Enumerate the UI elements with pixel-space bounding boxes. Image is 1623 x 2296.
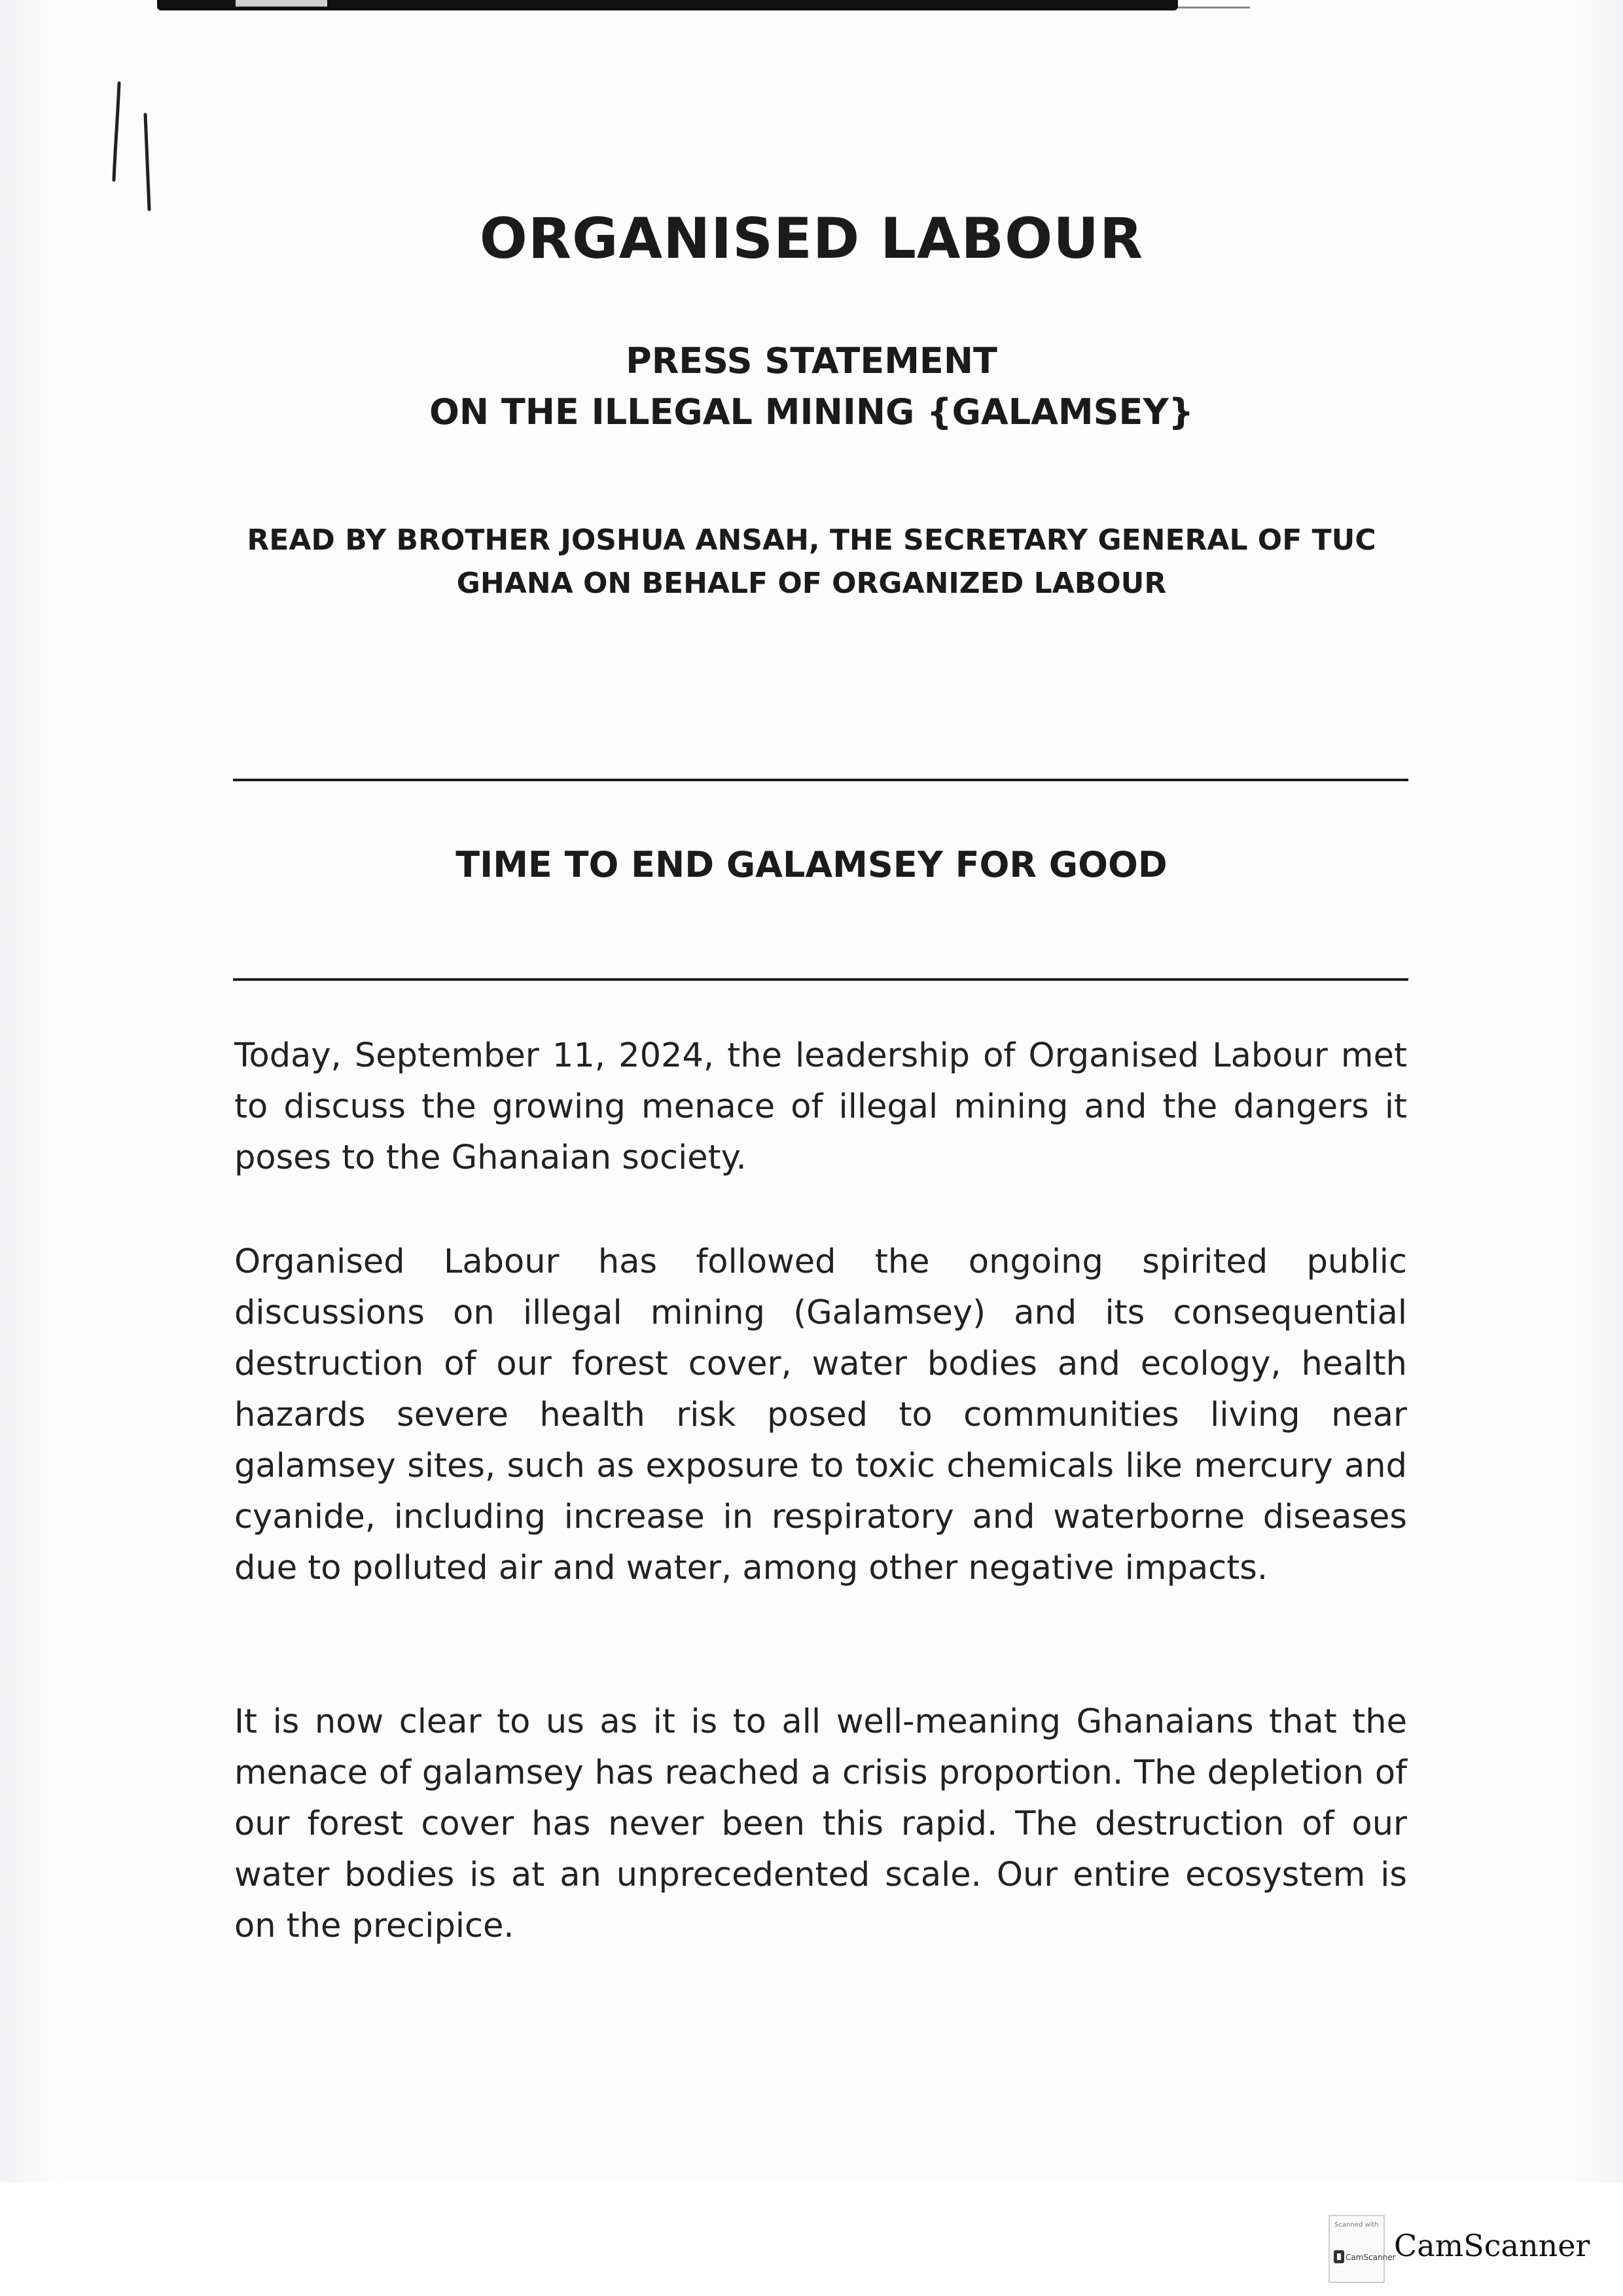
divider-bottom: [233, 978, 1408, 981]
scan-shadow-right: [1564, 0, 1623, 2185]
reader-line-1: READ BY BROTHER JOSHUA ANSAH, THE SECRETARY GENERAL OF TUC: [247, 523, 1376, 557]
scan-shadow-left: [0, 0, 59, 2185]
paragraph-3: It is now clear to us as it is to all well-meaning Ghanaians that the menace of galamsey has reached a crisis proportion. The depletion of our forest cover has never been this rapid. The destruction of our water bodies is at an unprecedented scale. Our entire ecosystem is on the precipice.: [234, 1703, 1407, 1945]
camscanner-badge: [1329, 2215, 1396, 2283]
reader-line-2: GHANA ON BEHALF OF ORGANIZED LABOUR: [456, 567, 1167, 600]
scan-top-gap: [236, 0, 327, 7]
camscanner-logo-icon: [1334, 2250, 1344, 2263]
badge-caption: Scanned with: [1334, 2221, 1379, 2229]
camscanner-watermark-text: CamScanner: [1394, 2228, 1590, 2263]
paragraph-1: Today, September 11, 2024, the leadership of Organised Labour met to discuss the growing menace of illegal mining and the dangers it poses to the Ghanaian society.: [234, 1036, 1407, 1177]
subtitle-press-statement: PRESS STATEMENT: [626, 340, 997, 381]
scan-top-edge-tail: [1178, 7, 1250, 9]
paragraph-2: Organised Labour has followed the ongoing spirited public discussions on illegal mining (Galamsey) and its consequential destruction of our forest cover, water bodies and ecology, health hazards severe health risk posed to communities living near galamsey sites, such as exposure to toxic chemicals like mercury and cyanide, including increase in respiratory and waterborne diseases due to polluted air and water, among other negative impacts.: [234, 1243, 1407, 1587]
divider-top: [233, 779, 1408, 781]
section-heading: TIME TO END GALAMSEY FOR GOOD: [455, 844, 1168, 885]
handwritten-page-mark: [105, 75, 164, 213]
badge-name: CamScanner: [1346, 2253, 1396, 2262]
subtitle-topic: ON THE ILLEGAL MINING {GALAMSEY}: [429, 391, 1194, 433]
document-title: ORGANISED LABOUR: [479, 206, 1144, 272]
